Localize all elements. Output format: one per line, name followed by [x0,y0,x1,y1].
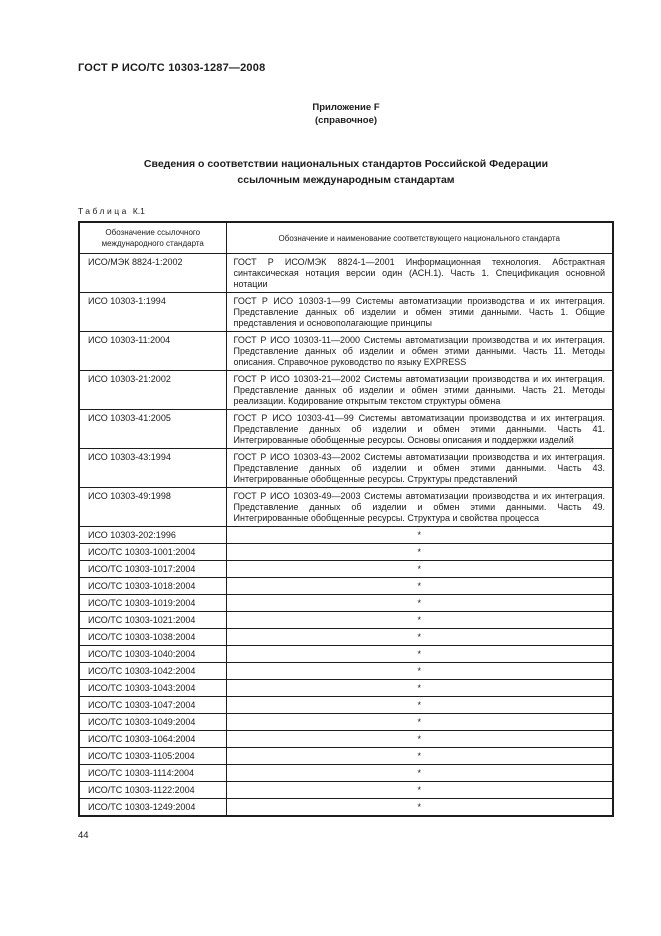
national-standard-cell: * [226,765,613,782]
national-standard-cell: * [226,714,613,731]
national-standard-cell: ГОСТ Р ИСО 10303-43—2002 Системы автоматизации производства и их интеграция. Представление данных об изделии и обмен этими данными. Часть 43. Интегрированные обобщенные ресурсы. Структуры представлений [226,449,613,488]
table-row [79,578,613,595]
national-standard-cell: * [226,663,613,680]
national-standard-cell: * [226,782,613,799]
table-row [79,629,613,646]
appendix-label: Приложение F [312,102,380,113]
table-row [79,731,613,748]
intl-standard-cell: ИСО/ТС 10303-1043:2004 [79,680,226,697]
table-row [79,254,613,293]
national-standard-cell: * [226,629,613,646]
intl-standard-cell: ИСО/ТС 10303-1105:2004 [79,748,226,765]
section-title-line2: ссылочным международным стандартам [237,174,455,186]
table-row [79,748,613,765]
appendix-note: (справочное) [314,115,378,126]
national-standard-cell: * [226,527,613,544]
column-header-intl-standard: Обозначение ссылочного международного стандарта [79,222,226,254]
national-standard-cell: ГОСТ Р ИСО 10303-1—99 Системы автоматизации производства и их интеграция. Представление данных об изделии и обмен этими данными. Часть 1. Общие представления и основополагающие принципы [226,293,613,332]
intl-standard-cell: ИСО 10303-202:1996 [79,527,226,544]
table-row [79,371,613,410]
table-row [79,332,613,371]
intl-standard-cell: ИСО 10303-43:1994 [79,449,226,488]
national-standard-cell: ГОСТ Р ИСО 10303-41—99 Системы автоматизации производства и их интеграция. Представление данных об изделии и обмен этими данными. Часть 41. Интегрированные обобщенные ресурсы. Основы описания и поддержки изделий [226,410,613,449]
intl-standard-cell: ИСО/ТС 10303-1040:2004 [79,646,226,663]
table-row [79,410,613,449]
section-title-line1: Сведения о соответствии национальных стандартов Российской Федерации [143,158,549,170]
intl-standard-cell: ИСО/ТС 10303-1018:2004 [79,578,226,595]
table-caption-word: Таблица [78,206,129,216]
national-standard-cell: * [226,595,613,612]
table-row [79,680,613,697]
national-standard-cell: * [226,731,613,748]
national-standard-cell: ГОСТ Р ИСО/МЭК 8824-1—2001 Информационная технология. Абстрактная синтаксическая нотация версии один (АСН.1). Часть 1. Спецификация основной нотации [226,254,613,293]
table-row [79,782,613,799]
standards-correspondence-table [78,221,614,817]
table-row [79,449,613,488]
national-standard-cell: * [226,799,613,817]
table-row [79,595,613,612]
appendix-heading [78,101,614,127]
intl-standard-cell: ИСО/ТС 10303-1019:2004 [79,595,226,612]
table-row [79,646,613,663]
intl-standard-cell: ИСО/ТС 10303-1047:2004 [79,697,226,714]
national-standard-cell: * [226,561,613,578]
table-row [79,293,613,332]
intl-standard-cell: ИСО/ТС 10303-1122:2004 [79,782,226,799]
intl-standard-cell: ИСО 10303-11:2004 [79,332,226,371]
table-row [79,527,613,544]
intl-standard-cell: ИСО/ТС 10303-1001:2004 [79,544,226,561]
table-row [79,612,613,629]
intl-standard-cell: ИСО/ТС 10303-1249:2004 [79,799,226,817]
doc-number: ГОСТ Р ИСО/ТС 10303-1287—2008 [78,62,266,74]
intl-standard-cell: ИСО/ТС 10303-1064:2004 [79,731,226,748]
table-caption-number: К.1 [132,206,145,216]
intl-standard-cell: ИСО 10303-1:1994 [79,293,226,332]
intl-standard-cell: ИСО/ТС 10303-1114:2004 [79,765,226,782]
national-standard-cell: * [226,544,613,561]
national-standard-cell: ГОСТ Р ИСО 10303-11—2000 Системы автоматизации производства и их интеграция. Представление данных об изделии и обмен этими данными. Часть 11. Методы описания. Справочное руководство по языку EXPRESS [226,332,613,371]
table-row [79,799,613,817]
table-row [79,561,613,578]
national-standard-cell: ГОСТ Р ИСО 10303-21—2002 Системы автоматизации производства и их интеграция. Представление данных об изделии и обмен этими данными. Часть 21. Методы реализации. Кодирование открытым текстом структуры обмена [226,371,613,410]
intl-standard-cell: ИСО/ТС 10303-1038:2004 [79,629,226,646]
column-header-national-standard: Обозначение и наименование соответствующего национального стандарта [226,222,613,254]
table-row [79,714,613,731]
page-number: 44 [78,830,89,841]
national-standard-cell: * [226,646,613,663]
table-row [79,697,613,714]
table-row [79,663,613,680]
intl-standard-cell: ИСО 10303-21:2002 [79,371,226,410]
national-standard-cell: * [226,748,613,765]
national-standard-cell: * [226,612,613,629]
table-caption [78,206,614,216]
section-title [78,156,614,188]
intl-standard-cell: ИСО 10303-49:1998 [79,488,226,527]
table-row [79,488,613,527]
table-header-row [79,222,613,254]
national-standard-cell: ГОСТ Р ИСО 10303-49—2003 Системы автоматизации производства и их интеграция. Представление данных об изделии и обмен этими данными. Часть 49. Интегрированные обобщенные ресурсы. Структура и свойства процесса [226,488,613,527]
table-row [79,544,613,561]
national-standard-cell: * [226,697,613,714]
intl-standard-cell: ИСО/ТС 10303-1017:2004 [79,561,226,578]
intl-standard-cell: ИСО/ТС 10303-1049:2004 [79,714,226,731]
standards-table-body [79,254,613,817]
table-row [79,765,613,782]
intl-standard-cell: ИСО/МЭК 8824-1:2002 [79,254,226,293]
intl-standard-cell: ИСО/ТС 10303-1042:2004 [79,663,226,680]
intl-standard-cell: ИСО/ТС 10303-1021:2004 [79,612,226,629]
national-standard-cell: * [226,578,613,595]
national-standard-cell: * [226,680,613,697]
intl-standard-cell: ИСО 10303-41:2005 [79,410,226,449]
